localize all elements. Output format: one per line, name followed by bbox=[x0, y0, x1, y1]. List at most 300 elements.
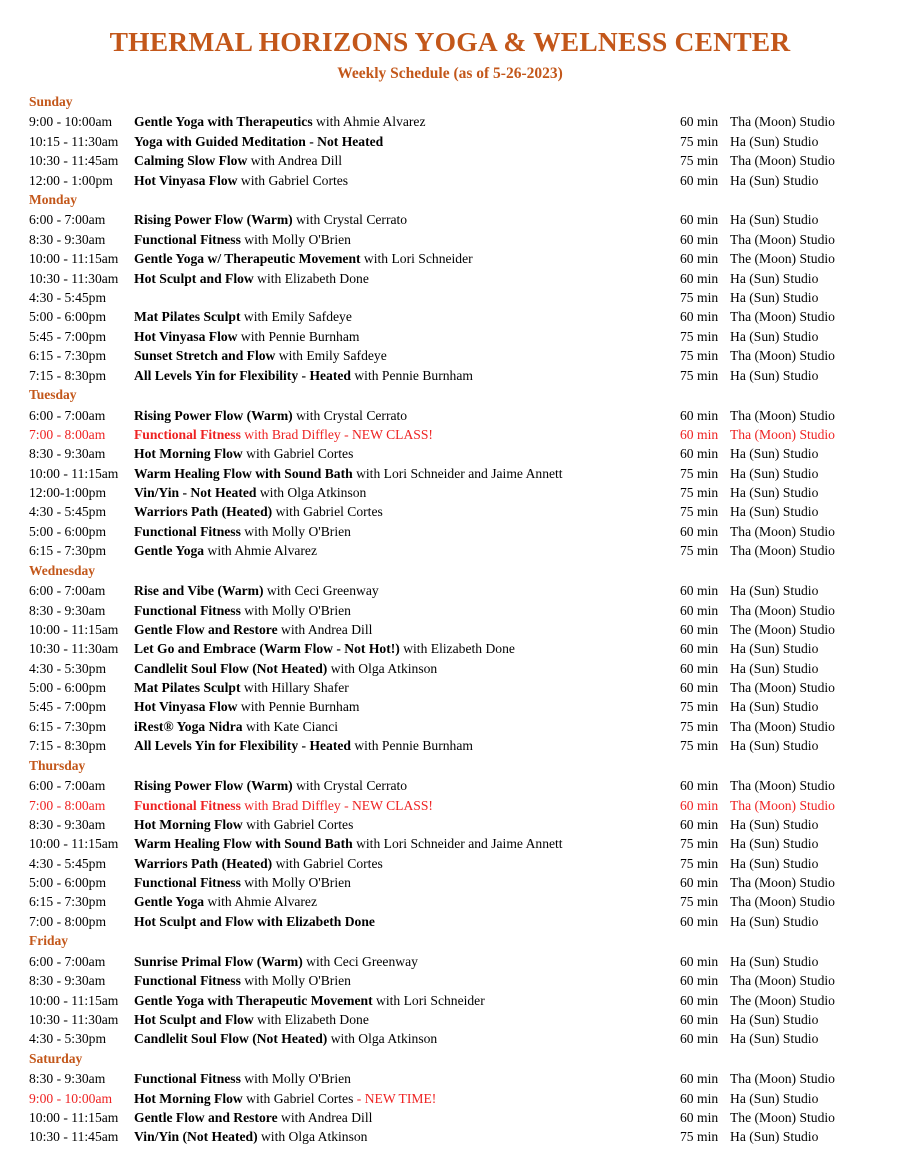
class-name: All Levels Yin for Flexibility - Heated bbox=[134, 367, 351, 383]
class-studio: Tha (Moon) Studio bbox=[730, 894, 835, 910]
class-description bbox=[134, 971, 680, 990]
class-instructor: with Gabriel Cortes bbox=[242, 816, 354, 832]
class-studio: Ha (Sun) Studio bbox=[730, 953, 819, 969]
class-name: iRest® Yoga Nidra bbox=[134, 718, 243, 734]
class-time: 5:00 - 6:00pm bbox=[29, 309, 107, 325]
class-instructor: with Andrea Dill bbox=[247, 153, 343, 169]
class-time: 10:00 - 11:15am bbox=[29, 251, 119, 267]
class-description bbox=[134, 854, 680, 873]
day-heading: Tuesday bbox=[29, 387, 77, 402]
class-time: 10:00 - 11:15am bbox=[29, 1110, 119, 1125]
class-studio: Tha (Moon) Studio bbox=[730, 680, 835, 696]
class-instructor: with Molly O'Brien bbox=[240, 523, 351, 539]
class-studio: Ha (Sun) Studio bbox=[730, 367, 819, 383]
class-name: Rise and Vibe (Warm) bbox=[134, 583, 264, 599]
schedule-row bbox=[0, 366, 900, 385]
class-duration: 75 min bbox=[680, 153, 719, 169]
class-instructor: with Brad Diffley - NEW CLASS! bbox=[240, 797, 433, 813]
class-description bbox=[134, 1029, 680, 1048]
schedule-row bbox=[0, 307, 900, 326]
class-time: 6:00 - 7:00am bbox=[29, 778, 106, 794]
class-time: 6:00 - 7:00am bbox=[29, 407, 106, 423]
class-studio: Ha (Sun) Studio bbox=[730, 738, 819, 754]
schedule-row bbox=[0, 406, 900, 425]
schedule-row bbox=[0, 952, 900, 971]
class-studio: Ha (Sun) Studio bbox=[730, 485, 819, 501]
class-time: 10:15 - 11:30am bbox=[29, 133, 119, 149]
class-instructor: with Emily Safdeye bbox=[240, 309, 352, 325]
class-description bbox=[134, 1010, 680, 1029]
class-name: Functional Fitness bbox=[134, 973, 241, 989]
class-instructor: with Pennie Burnham bbox=[237, 699, 360, 715]
schedule-row bbox=[0, 912, 900, 931]
class-instructor: with Olga Atkinson bbox=[327, 660, 438, 676]
class-description bbox=[134, 815, 680, 834]
class-description bbox=[134, 776, 680, 795]
class-duration: 60 min bbox=[680, 446, 719, 462]
class-studio: Ha (Sun) Studio bbox=[730, 660, 819, 676]
class-duration: 60 min bbox=[680, 875, 719, 891]
class-name: Hot Sculpt and Flow bbox=[134, 270, 254, 286]
class-name: Vin/Yin (Not Heated) bbox=[134, 1129, 258, 1145]
class-time: 10:00 - 11:15am bbox=[29, 836, 119, 852]
class-time: 5:00 - 6:00pm bbox=[29, 523, 107, 539]
class-name: Warm Healing Flow with Sound Bath bbox=[134, 465, 353, 481]
class-description bbox=[134, 991, 680, 1010]
class-time: 6:00 - 7:00am bbox=[29, 212, 106, 228]
class-name: Gentle Yoga bbox=[134, 543, 205, 559]
schedule-row bbox=[0, 425, 900, 444]
class-studio: Tha (Moon) Studio bbox=[730, 718, 835, 734]
class-description bbox=[134, 1089, 680, 1108]
class-description bbox=[134, 464, 680, 483]
class-duration: 60 min bbox=[680, 583, 719, 599]
day-block bbox=[0, 190, 900, 385]
class-name: Rising Power Flow (Warm) bbox=[134, 407, 293, 423]
class-name: Functional Fitness bbox=[134, 523, 241, 539]
schedule-row bbox=[0, 112, 900, 131]
class-instructor: with Brad Diffley - NEW CLASS! bbox=[240, 426, 433, 442]
class-studio: Tha (Moon) Studio bbox=[730, 973, 835, 989]
class-duration: 60 min bbox=[680, 231, 719, 247]
class-studio: Ha (Sun) Studio bbox=[730, 504, 819, 520]
schedule-row bbox=[0, 581, 900, 600]
class-duration: 75 min bbox=[680, 543, 719, 559]
class-duration: 75 min bbox=[680, 504, 719, 520]
schedule-row bbox=[0, 1108, 900, 1127]
class-studio: The (Moon) Studio bbox=[730, 1110, 835, 1125]
class-time: 10:30 - 11:45am bbox=[29, 153, 119, 169]
schedule-row bbox=[0, 464, 900, 483]
class-instructor: with Olga Atkinson bbox=[256, 485, 367, 501]
class-description bbox=[134, 892, 680, 911]
schedule-row bbox=[0, 601, 900, 620]
class-duration: 60 min bbox=[680, 953, 719, 969]
class-studio: Ha (Sun) Studio bbox=[730, 913, 819, 929]
class-duration: 60 min bbox=[680, 797, 719, 813]
class-duration: 60 min bbox=[680, 251, 719, 267]
class-duration: 75 min bbox=[680, 290, 719, 306]
class-studio: Ha (Sun) Studio bbox=[730, 583, 819, 599]
class-duration: 60 min bbox=[680, 816, 719, 832]
page-subtitle: Weekly Schedule (as of 5-26-2023) bbox=[337, 64, 563, 82]
class-studio: Tha (Moon) Studio bbox=[730, 797, 835, 813]
class-time: 12:00-1:00pm bbox=[29, 485, 107, 501]
schedule-row bbox=[0, 892, 900, 911]
class-duration: 60 min bbox=[680, 660, 719, 676]
class-duration: 60 min bbox=[680, 1011, 719, 1027]
page-title: THERMAL HORIZONS YOGA & WELNESS CENTER bbox=[109, 26, 791, 57]
class-time: 4:30 - 5:45pm bbox=[29, 290, 107, 306]
class-description bbox=[134, 736, 680, 755]
day-block bbox=[0, 1049, 900, 1147]
class-instructor: with Ahmie Alvarez bbox=[204, 894, 317, 910]
class-description bbox=[134, 952, 680, 971]
class-description bbox=[134, 620, 680, 639]
class-instructor: with Gabriel Cortes bbox=[272, 855, 383, 871]
class-time: 10:00 - 11:15am bbox=[29, 621, 119, 637]
class-studio: Tha (Moon) Studio bbox=[730, 309, 835, 325]
schedule-row bbox=[0, 1029, 900, 1048]
class-studio: The (Moon) Studio bbox=[730, 992, 835, 1008]
schedule-row bbox=[0, 991, 900, 1010]
class-duration: 60 min bbox=[680, 212, 719, 228]
schedule-row bbox=[0, 873, 900, 892]
class-name: Gentle Yoga with Therapeutics bbox=[134, 114, 313, 130]
class-instructor: with Elizabeth Done bbox=[253, 270, 369, 286]
class-time: 5:00 - 6:00pm bbox=[29, 680, 107, 696]
class-description bbox=[134, 230, 680, 249]
schedule-row bbox=[0, 541, 900, 560]
class-duration: 75 min bbox=[680, 855, 719, 871]
schedule-row bbox=[0, 1069, 900, 1088]
class-studio: Ha (Sun) Studio bbox=[730, 1011, 819, 1027]
schedule-row bbox=[0, 659, 900, 678]
class-instructor: with Ahmie Alvarez bbox=[312, 114, 426, 130]
class-name: Gentle Yoga bbox=[134, 894, 205, 910]
class-name: Candlelit Soul Flow (Not Heated) bbox=[134, 1031, 328, 1047]
class-description bbox=[134, 873, 680, 892]
class-instructor: with Gabriel Cortes bbox=[242, 1090, 354, 1106]
class-instructor: with Molly O'Brien bbox=[240, 1071, 351, 1087]
class-name: Hot Sculpt and Flow with Elizabeth Done bbox=[134, 913, 375, 929]
class-instructor: with Molly O'Brien bbox=[240, 602, 351, 618]
class-name: Hot Morning Flow bbox=[134, 446, 243, 462]
class-name: Hot Morning Flow bbox=[134, 816, 243, 832]
schedule-row bbox=[0, 834, 900, 853]
class-duration: 60 min bbox=[680, 114, 719, 130]
schedule-row bbox=[0, 1010, 900, 1029]
class-time: 8:30 - 9:30am bbox=[29, 231, 106, 247]
class-description bbox=[134, 346, 680, 365]
class-name: Functional Fitness bbox=[134, 426, 241, 442]
class-duration: 60 min bbox=[680, 309, 719, 325]
class-time: 6:00 - 7:00am bbox=[29, 953, 106, 969]
day-block bbox=[0, 931, 900, 1048]
class-name: Hot Sculpt and Flow bbox=[134, 1011, 254, 1027]
class-duration: 75 min bbox=[680, 328, 719, 344]
class-duration: 60 min bbox=[680, 913, 719, 929]
schedule-row bbox=[0, 327, 900, 346]
class-duration: 60 min bbox=[680, 172, 719, 188]
class-name: Gentle Flow and Restore bbox=[134, 621, 278, 637]
class-studio: Ha (Sun) Studio bbox=[730, 855, 819, 871]
class-studio: Ha (Sun) Studio bbox=[730, 699, 819, 715]
schedule-row bbox=[0, 444, 900, 463]
class-time: 5:00 - 6:00pm bbox=[29, 875, 107, 891]
class-time: 7:00 - 8:00pm bbox=[29, 913, 107, 929]
class-instructor: with Gabriel Cortes bbox=[237, 172, 349, 188]
schedule-row bbox=[0, 483, 900, 502]
class-time: 12:00 - 1:00pm bbox=[29, 172, 113, 188]
class-name: Warriors Path (Heated) bbox=[134, 855, 273, 871]
class-studio: Ha (Sun) Studio bbox=[730, 270, 819, 286]
schedule-row bbox=[0, 288, 900, 307]
class-instructor: with Lori Schneider and Jaime Annett bbox=[352, 836, 563, 852]
class-duration: 75 min bbox=[680, 699, 719, 715]
class-description bbox=[134, 366, 680, 385]
class-instructor: with Molly O'Brien bbox=[240, 231, 351, 247]
class-time: 10:00 - 11:15am bbox=[29, 992, 119, 1008]
class-studio: Ha (Sun) Studio bbox=[730, 836, 819, 852]
schedule-row bbox=[0, 210, 900, 229]
class-studio: Ha (Sun) Studio bbox=[730, 1129, 819, 1145]
class-instructor: with Emily Safdeye bbox=[275, 348, 387, 364]
day-heading: Saturday bbox=[29, 1050, 83, 1066]
class-description bbox=[134, 112, 680, 131]
class-time: 4:30 - 5:30pm bbox=[29, 1031, 107, 1047]
class-time: 6:15 - 7:30pm bbox=[29, 718, 107, 734]
schedule-row bbox=[0, 171, 900, 190]
schedule-row bbox=[0, 502, 900, 521]
class-duration: 60 min bbox=[680, 641, 719, 657]
class-instructor: with Molly O'Brien bbox=[240, 875, 351, 891]
weekly-schedule bbox=[0, 93, 900, 1147]
class-time: 10:30 - 11:30am bbox=[29, 1011, 119, 1027]
class-time: 5:45 - 7:00pm bbox=[29, 699, 107, 715]
class-duration: 75 min bbox=[680, 718, 719, 734]
class-description bbox=[134, 406, 680, 425]
schedule-row bbox=[0, 1089, 900, 1108]
class-duration: 75 min bbox=[680, 348, 719, 364]
class-description bbox=[134, 522, 680, 541]
class-description bbox=[134, 327, 680, 346]
class-name: Gentle Flow and Restore bbox=[134, 1110, 278, 1125]
class-instructor: with Lori Schneider bbox=[360, 251, 473, 267]
class-time: 9:00 - 10:00am bbox=[29, 1090, 113, 1106]
class-studio: Ha (Sun) Studio bbox=[730, 172, 819, 188]
class-duration: 60 min bbox=[680, 1071, 719, 1087]
schedule-row bbox=[0, 1127, 900, 1146]
class-description bbox=[134, 483, 680, 502]
class-time: 4:30 - 5:45pm bbox=[29, 504, 107, 520]
class-name: Sunset Stretch and Flow bbox=[134, 348, 276, 364]
class-time: 10:30 - 11:30am bbox=[29, 270, 119, 286]
class-studio: Ha (Sun) Studio bbox=[730, 446, 819, 462]
schedule-row bbox=[0, 776, 900, 795]
class-time: 8:30 - 9:30am bbox=[29, 602, 106, 618]
class-studio: Ha (Sun) Studio bbox=[730, 290, 819, 306]
class-duration: 60 min bbox=[680, 680, 719, 696]
class-studio: Tha (Moon) Studio bbox=[730, 523, 835, 539]
schedule-row bbox=[0, 678, 900, 697]
schedule-row bbox=[0, 971, 900, 990]
class-studio: Tha (Moon) Studio bbox=[730, 348, 835, 364]
class-name: Functional Fitness bbox=[134, 875, 241, 891]
class-name: Mat Pilates Sculpt bbox=[134, 309, 241, 325]
class-description bbox=[134, 502, 680, 521]
class-description bbox=[134, 1108, 680, 1127]
class-studio: Ha (Sun) Studio bbox=[730, 212, 819, 228]
class-time: 10:30 - 11:30am bbox=[29, 641, 119, 657]
class-studio: Tha (Moon) Studio bbox=[730, 602, 835, 618]
class-name: Hot Morning Flow bbox=[134, 1090, 243, 1106]
class-description bbox=[134, 444, 680, 463]
class-duration: 60 min bbox=[680, 992, 719, 1008]
class-duration: 60 min bbox=[680, 426, 719, 442]
class-name: Hot Vinyasa Flow bbox=[134, 699, 238, 715]
schedule-row bbox=[0, 620, 900, 639]
class-name: Hot Vinyasa Flow bbox=[134, 172, 238, 188]
class-time: 8:30 - 9:30am bbox=[29, 973, 106, 989]
class-instructor: with Molly O'Brien bbox=[240, 973, 351, 989]
class-description bbox=[134, 796, 680, 815]
class-time: 7:15 - 8:30pm bbox=[29, 738, 107, 754]
class-studio: Ha (Sun) Studio bbox=[730, 1090, 819, 1106]
class-name: Mat Pilates Sculpt bbox=[134, 680, 241, 696]
schedule-row bbox=[0, 815, 900, 834]
class-description bbox=[134, 269, 680, 288]
class-studio: Ha (Sun) Studio bbox=[730, 133, 819, 149]
class-name: Vin/Yin - Not Heated bbox=[134, 485, 257, 501]
class-studio: Tha (Moon) Studio bbox=[730, 114, 835, 130]
class-name: Functional Fitness bbox=[134, 231, 241, 247]
class-time: 7:15 - 8:30pm bbox=[29, 367, 107, 383]
class-description bbox=[134, 132, 680, 151]
schedule-row bbox=[0, 249, 900, 268]
schedule-row bbox=[0, 269, 900, 288]
class-time: 6:15 - 7:30pm bbox=[29, 348, 107, 364]
class-name: Gentle Yoga with Therapeutic Movement bbox=[134, 992, 373, 1008]
class-description bbox=[134, 171, 680, 190]
schedule-row bbox=[0, 230, 900, 249]
class-name: Functional Fitness bbox=[134, 1071, 241, 1087]
class-time: 6:15 - 7:30pm bbox=[29, 894, 107, 910]
class-name: Candlelit Soul Flow (Not Heated) bbox=[134, 660, 328, 676]
class-time: 10:30 - 11:45am bbox=[29, 1129, 119, 1145]
class-instructor: with Gabriel Cortes bbox=[242, 446, 354, 462]
class-duration: 75 min bbox=[680, 485, 719, 501]
class-description bbox=[134, 912, 680, 931]
class-instructor: with Crystal Cerrato bbox=[292, 407, 408, 423]
class-duration: 75 min bbox=[680, 133, 719, 149]
class-duration: 60 min bbox=[680, 523, 719, 539]
class-name: Functional Fitness bbox=[134, 602, 241, 618]
class-time: 7:00 - 8:00am bbox=[29, 426, 106, 442]
class-instructor: with Elizabeth Done bbox=[399, 641, 515, 657]
class-name: Warm Healing Flow with Sound Bath bbox=[134, 836, 353, 852]
class-description bbox=[134, 581, 680, 600]
class-description bbox=[134, 425, 680, 444]
class-instructor: with Pennie Burnham bbox=[350, 367, 473, 383]
class-studio: Tha (Moon) Studio bbox=[730, 426, 835, 442]
class-studio: Ha (Sun) Studio bbox=[730, 465, 819, 481]
schedule-row bbox=[0, 854, 900, 873]
class-instructor: with Crystal Cerrato bbox=[292, 778, 408, 794]
schedule-row bbox=[0, 151, 900, 170]
schedule-row bbox=[0, 796, 900, 815]
class-description bbox=[134, 151, 680, 170]
class-time: 7:00 - 8:00am bbox=[29, 797, 106, 813]
class-description bbox=[134, 697, 680, 716]
class-name: Warriors Path (Heated) bbox=[134, 504, 273, 520]
schedule-row bbox=[0, 346, 900, 365]
class-duration: 60 min bbox=[680, 778, 719, 794]
class-studio: The (Moon) Studio bbox=[730, 251, 835, 267]
class-duration: 75 min bbox=[680, 465, 719, 481]
class-duration: 60 min bbox=[680, 973, 719, 989]
schedule-row bbox=[0, 522, 900, 541]
class-time: 6:00 - 7:00am bbox=[29, 583, 106, 599]
class-studio: Tha (Moon) Studio bbox=[730, 875, 835, 891]
class-studio: Tha (Moon) Studio bbox=[730, 153, 835, 169]
class-duration: 75 min bbox=[680, 894, 719, 910]
class-instructor: with Andrea Dill bbox=[277, 621, 373, 637]
class-studio: Tha (Moon) Studio bbox=[730, 543, 835, 559]
class-time: 8:30 - 9:30am bbox=[29, 816, 106, 832]
day-block bbox=[0, 756, 900, 932]
class-time: 5:45 - 7:00pm bbox=[29, 328, 107, 344]
class-duration: 60 min bbox=[680, 621, 719, 637]
class-description bbox=[134, 541, 680, 560]
class-instructor: with Kate Cianci bbox=[242, 718, 339, 734]
class-instructor: with Ceci Greenway bbox=[302, 953, 418, 969]
class-description bbox=[134, 1127, 680, 1146]
class-studio: Tha (Moon) Studio bbox=[730, 778, 835, 794]
day-block bbox=[0, 93, 900, 190]
class-time: 8:30 - 9:30am bbox=[29, 1071, 106, 1087]
class-duration: 60 min bbox=[680, 602, 719, 618]
class-time: 10:00 - 11:15am bbox=[29, 465, 119, 481]
class-note: - NEW TIME! bbox=[353, 1090, 437, 1106]
class-description bbox=[134, 1069, 680, 1088]
class-studio: Ha (Sun) Studio bbox=[730, 816, 819, 832]
schedule-row bbox=[0, 639, 900, 658]
class-name: Rising Power Flow (Warm) bbox=[134, 212, 293, 228]
class-instructor: with Olga Atkinson bbox=[327, 1031, 438, 1047]
class-instructor: with Elizabeth Done bbox=[253, 1011, 369, 1027]
class-instructor: with Hillary Shafer bbox=[240, 680, 349, 696]
class-studio: Ha (Sun) Studio bbox=[730, 1031, 819, 1047]
class-instructor: with Lori Schneider bbox=[372, 992, 485, 1008]
class-name: Let Go and Embrace (Warm Flow - Not Hot!) bbox=[134, 641, 400, 657]
schedule-row bbox=[0, 717, 900, 736]
day-heading: Friday bbox=[29, 933, 68, 949]
class-description bbox=[134, 639, 680, 658]
class-duration: 60 min bbox=[680, 1110, 719, 1125]
class-duration: 75 min bbox=[680, 1129, 719, 1145]
day-heading: Sunday bbox=[29, 93, 73, 109]
day-heading: Wednesday bbox=[29, 562, 96, 578]
schedule-row bbox=[0, 697, 900, 716]
class-duration: 75 min bbox=[680, 367, 719, 383]
class-description bbox=[134, 834, 680, 853]
class-studio: Ha (Sun) Studio bbox=[730, 641, 819, 657]
class-instructor: with Pennie Burnham bbox=[237, 328, 360, 344]
class-name: Functional Fitness bbox=[134, 797, 241, 813]
class-description bbox=[134, 601, 680, 620]
class-time: 8:30 - 9:30am bbox=[29, 446, 106, 462]
